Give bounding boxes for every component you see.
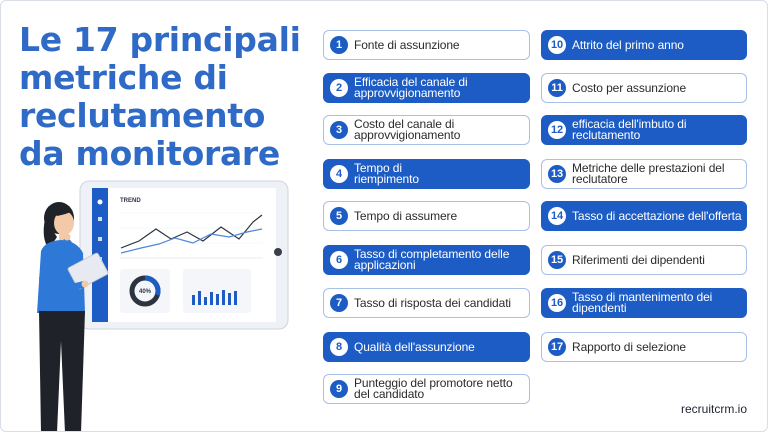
metric-number-badge: 5 [330, 207, 348, 225]
menu-dot-icon [98, 200, 103, 205]
metric-label: Tasso di risposta dei candidati [354, 295, 511, 310]
metric-item-11 [541, 73, 747, 103]
metric-item-3 [323, 115, 530, 145]
metric-item-12 [541, 115, 747, 145]
metric-number-badge: 10 [548, 36, 566, 54]
metric-number-badge: 2 [330, 79, 348, 97]
metric-number-badge: 6 [330, 251, 348, 269]
metric-item-15 [541, 245, 747, 275]
donut-label: 40% [138, 289, 152, 295]
metric-item-10 [541, 30, 747, 60]
metric-number-badge: 1 [330, 36, 348, 54]
metric-number-badge: 15 [548, 251, 566, 269]
metric-item-8 [323, 332, 530, 362]
metric-number-badge: 11 [548, 79, 566, 97]
headline: Le 17 principali metriche di reclutamento da monitorare [19, 20, 301, 173]
metric-number-badge: 8 [330, 338, 348, 356]
metric-label: Tempo di assumere [354, 208, 458, 223]
metric-item-2 [323, 73, 530, 103]
nav-square-icon [98, 217, 102, 221]
metric-label: Qualità dell'assunzione [354, 339, 475, 354]
metric-item-7 [323, 288, 530, 318]
dashboard-illustration [1, 176, 311, 432]
camera-icon [274, 248, 282, 256]
metric-item-9 [323, 374, 530, 404]
metric-label: Fonte di assunzione [354, 37, 460, 52]
metric-number-badge: 16 [548, 294, 566, 312]
metric-item-16 [541, 288, 747, 318]
metric-label: Costo per assunzione [572, 80, 687, 95]
trend-title: TREND [120, 198, 141, 204]
metric-label: Rapporto di selezione [572, 339, 686, 354]
metric-label: Riferimenti dei dipendenti [572, 252, 705, 267]
metric-number-badge: 12 [548, 121, 566, 139]
brand-footer: recruitcrm.io [681, 402, 748, 416]
metric-item-17 [541, 332, 747, 362]
metric-number-badge: 13 [548, 165, 566, 183]
metric-label: Tempo di riempimento [354, 161, 419, 186]
metric-item-5 [323, 201, 530, 231]
bars-card [183, 269, 251, 313]
metric-label: Efficacia del canale di approvvigionamento [354, 75, 468, 100]
metric-label: Tasso di completamento delle applicazioni [354, 247, 510, 272]
metric-number-badge: 3 [330, 121, 348, 139]
metric-number-badge: 17 [548, 338, 566, 356]
metric-label: Attrito del primo anno [572, 37, 684, 52]
metric-item-1 [323, 30, 530, 60]
metric-item-4 [323, 159, 530, 189]
metric-number-badge: 4 [330, 165, 348, 183]
metric-item-13 [541, 159, 747, 189]
metric-label: efficacia dell'imbuto di reclutamento [572, 117, 687, 142]
metric-number-badge: 14 [548, 207, 566, 225]
metric-label: Costo del canale di approvvigionamento [354, 117, 461, 142]
metric-number-badge: 7 [330, 294, 348, 312]
metric-label: Tasso di mantenimento dei dipendenti [572, 290, 713, 315]
metric-label: Punteggio del promotore netto del candidato [354, 376, 513, 401]
metric-item-14 [541, 201, 747, 231]
metric-number-badge: 9 [330, 380, 348, 398]
metric-label: Metriche delle prestazioni del reclutatore [572, 161, 725, 186]
metric-item-6 [323, 245, 530, 275]
nav-square-icon [98, 237, 102, 241]
metric-label: Tasso di accettazione dell'offerta [572, 208, 742, 223]
